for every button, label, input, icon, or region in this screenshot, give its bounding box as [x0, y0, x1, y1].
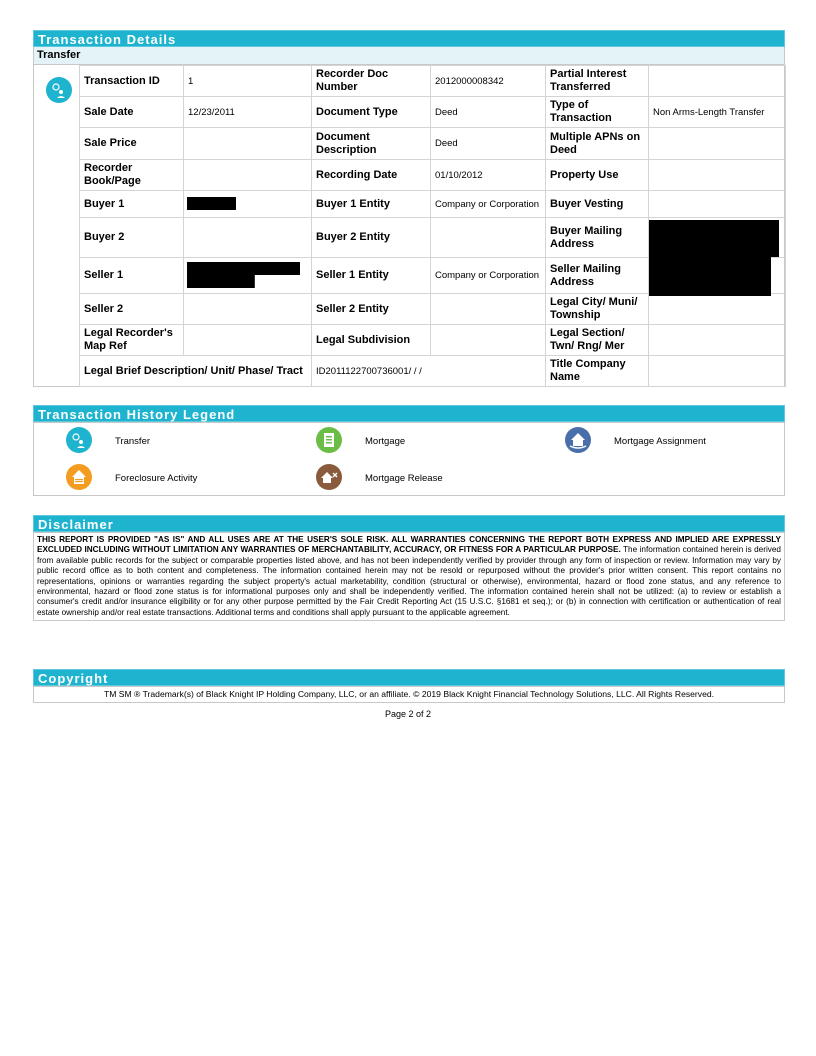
legend-foreclosure-label: Foreclosure Activity	[115, 473, 198, 484]
field-value	[431, 325, 546, 356]
field-value: 1	[184, 66, 312, 97]
field-value	[184, 258, 312, 294]
details-row	[80, 325, 786, 356]
page-number: Page 2 of 2	[384, 709, 432, 719]
field-value	[431, 218, 546, 258]
transaction-details-table	[79, 65, 786, 387]
mortgage-icon	[316, 427, 342, 453]
field-value	[184, 294, 312, 325]
legend-mortgage-label: Mortgage	[365, 436, 406, 447]
field-value	[649, 325, 786, 356]
field-value	[184, 160, 312, 191]
transaction-details-box	[33, 64, 785, 387]
field-value	[649, 160, 786, 191]
copyright-box	[33, 686, 785, 703]
field-value	[184, 128, 312, 160]
field-value: Deed	[431, 97, 546, 128]
field-label: Legal Recorder's Map Ref	[80, 325, 184, 356]
field-value	[431, 294, 546, 325]
field-label: Type of Transaction	[546, 97, 649, 128]
field-label: Multiple APNs on Deed	[546, 128, 649, 160]
legend-title: Transaction History Legend	[33, 405, 785, 422]
field-value	[649, 218, 786, 258]
field-label: Legal Section/ Twn/ Rng/ Mer	[546, 325, 649, 356]
transfer-icon	[46, 77, 72, 103]
field-label: Buyer Vesting	[546, 191, 649, 218]
copyright-title: Copyright	[33, 669, 785, 686]
copyright-text: TM SM ® Trademark(s) of Black Knight IP Holding Company, LLC, or an affiliate. © 2019 Black Knight Financial Technology Solutions, LLC. All Rights Reserved.	[103, 689, 715, 699]
field-value: Non Arms-Length Transfer	[649, 97, 786, 128]
field-label: Legal City/ Muni/ Township	[546, 294, 649, 325]
field-value	[184, 191, 312, 218]
redaction-box	[649, 220, 779, 257]
redaction-box	[187, 197, 236, 210]
field-label: Recording Date	[312, 160, 431, 191]
copyright-section	[33, 669, 785, 703]
legend-box	[33, 422, 785, 496]
disclaimer-text	[34, 533, 784, 620]
field-label: Sale Price	[80, 128, 184, 160]
disclaimer-section	[33, 515, 785, 621]
mortgage-release-icon	[316, 464, 342, 490]
field-value	[184, 325, 312, 356]
details-row	[80, 128, 786, 160]
details-row	[80, 97, 786, 128]
field-label: Legal Subdivision	[312, 325, 431, 356]
field-label: Seller 2	[80, 294, 184, 325]
foreclosure-icon	[66, 464, 92, 490]
field-label: Seller 1	[80, 258, 184, 294]
details-row	[80, 66, 786, 97]
details-row	[80, 191, 786, 218]
details-row	[80, 160, 786, 191]
disclaimer-title: Disclaimer	[33, 515, 785, 532]
disclaimer-box	[33, 532, 785, 621]
field-label: Legal Brief Description/ Unit/ Phase/ Tract	[80, 356, 312, 387]
details-row	[80, 294, 786, 325]
field-value	[649, 356, 786, 387]
details-row	[80, 218, 786, 258]
legend-transfer-label: Transfer	[115, 436, 151, 447]
disclaimer-bold: THIS REPORT IS PROVIDED "AS IS" AND ALL USES ARE AT THE USER'S SOLE RISK. ALL WARRANTIES CONCERNING THE REPORT BOTH EXPRESS AND IMPLIED ARE EXPRESSLY EXCLUDED INCLUDING WITHOUT LIMITATION ANY WARRANTIES OF MERCHANTABILITY, ACCURACY, OR FITNESS FOR A PARTICULAR PURPOSE.	[37, 535, 781, 555]
legend-mortgage-release-label: Mortgage Release	[365, 473, 443, 484]
field-value	[649, 294, 786, 325]
field-label: Document Description	[312, 128, 431, 160]
field-value: 01/10/2012	[431, 160, 546, 191]
field-label: Sale Date	[80, 97, 184, 128]
field-label: Buyer 1	[80, 191, 184, 218]
field-value	[184, 218, 312, 258]
field-label: Recorder Doc Number	[312, 66, 431, 97]
field-value: Company or Corporation	[431, 191, 546, 218]
field-label: Recorder Book/Page	[80, 160, 184, 191]
disclaimer-body: The information contained herein is derived from available public records for the subject or comparable properties listed above, and has not been independently verified by provider through any form of inspection or review. Information may vary by public record office as to both content and completeness. The information contained herein may not be resold or repurposed without the provider's prior written consent. This report contains no representations, opinions or warranties regarding the subject property's actual marketability, condition (structural or otherwise), environmental, hazard or flood zone status, and any reference to environmental, hazard or flood zone status is for informational purposes only and shall be independently verified. The information contained herein shall not be utilized: (a) to review or establish a consumer's credit and/or insurance eligibility or for any other purpose permitted by the Fair Credit Reporting Act (15 U.S.C. §1681 et seq.); or (b) in connection with certification or authentication of real estate ownership and/or real estate transactions. Additional terms and conditions shall apply pursuant to the applicable agreement.	[37, 545, 781, 617]
transfer-icon	[66, 427, 92, 453]
field-label: Seller 1 Entity	[312, 258, 431, 294]
redaction-box	[187, 262, 300, 288]
field-label: Seller Mailing Address	[546, 258, 649, 294]
field-label: Seller 2 Entity	[312, 294, 431, 325]
field-label: Buyer Mailing Address	[546, 218, 649, 258]
field-value	[649, 128, 786, 160]
field-label: Buyer 2	[80, 218, 184, 258]
field-value: Deed	[431, 128, 546, 160]
field-value: 2012000008342	[431, 66, 546, 97]
field-value	[649, 66, 786, 97]
details-row	[80, 258, 786, 294]
field-value: 12/23/2011	[184, 97, 312, 128]
field-label: Transaction ID	[80, 66, 184, 97]
field-label: Title Company Name	[546, 356, 649, 387]
mortgage-assignment-icon	[565, 427, 591, 453]
field-value	[649, 191, 786, 218]
field-label: Partial Interest Transferred	[546, 66, 649, 97]
field-value	[649, 258, 786, 294]
legend-section	[33, 405, 785, 496]
transaction-details-title: Transaction Details	[33, 30, 785, 47]
transaction-details-section	[33, 30, 785, 387]
field-value: ID2011122700736001/ / /	[312, 356, 546, 387]
field-label: Buyer 2 Entity	[312, 218, 431, 258]
transfer-subheader: Transfer	[33, 47, 785, 64]
field-label: Document Type	[312, 97, 431, 128]
field-label: Property Use	[546, 160, 649, 191]
details-row	[80, 356, 786, 387]
redaction-box	[649, 255, 771, 296]
field-label: Buyer 1 Entity	[312, 191, 431, 218]
field-value: Company or Corporation	[431, 258, 546, 294]
legend-mortgage-assignment-label: Mortgage Assignment	[614, 436, 706, 447]
